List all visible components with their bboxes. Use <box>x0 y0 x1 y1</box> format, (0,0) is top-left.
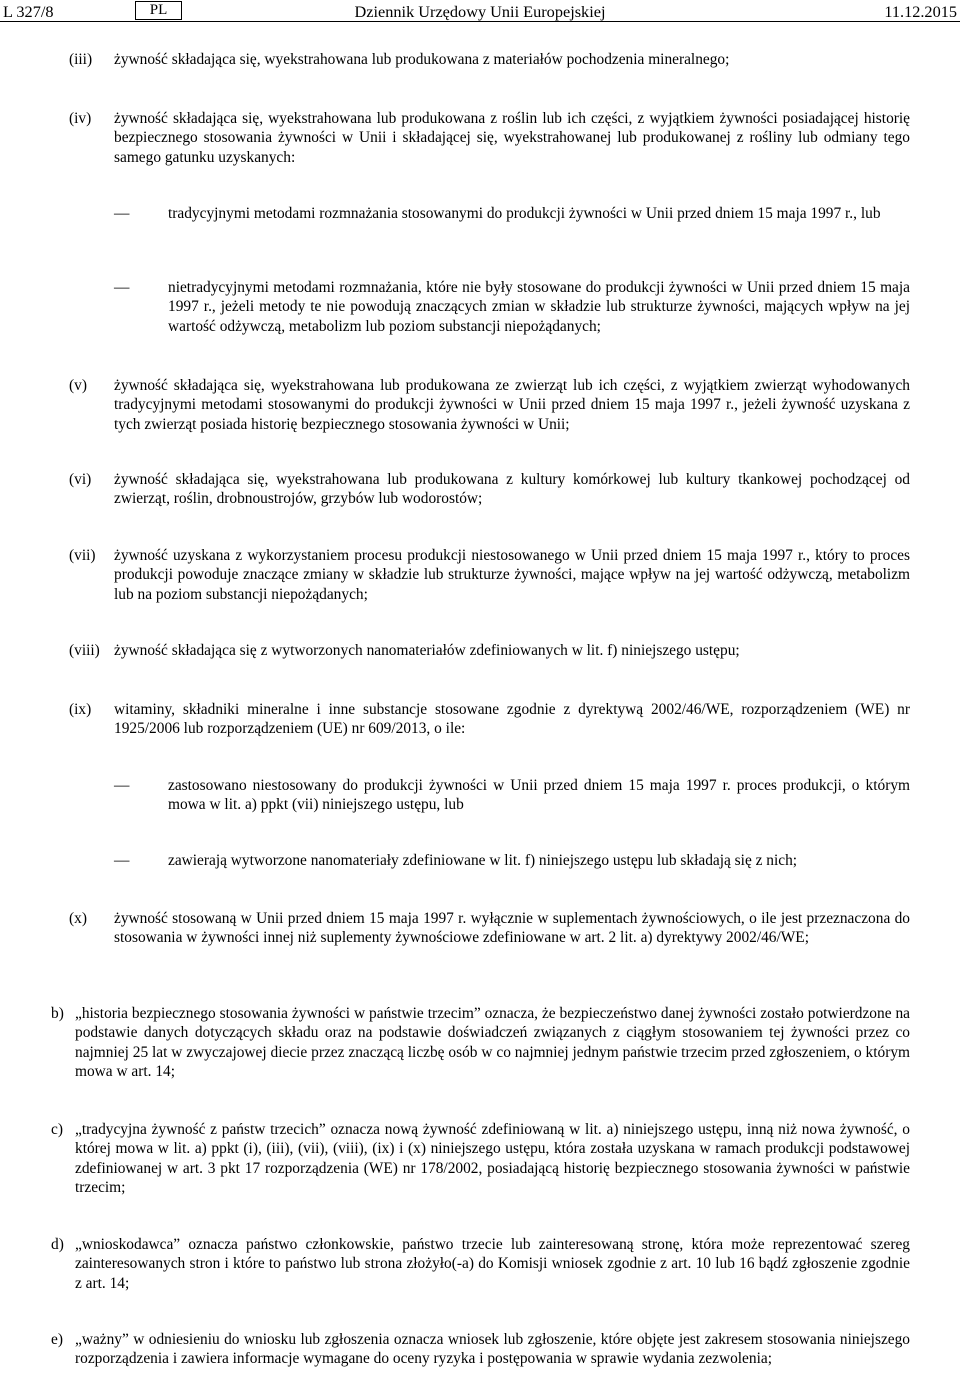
point-text: żywność składająca się z wytworzonych nanomateriałów zdefiniowanych w lit. f) niniejszego ustępu; <box>114 642 740 659</box>
point-text: żywność składająca się, wyekstrahowana lub produkowana z kultury komórkowej lub kultury tkankowej pochodzącej od zwierząt, roślin, drobnoustrojów, grzybów lub wodorostów; <box>114 471 910 508</box>
definition-letter: e) <box>51 1331 63 1348</box>
point-text: żywność składająca się, wyekstrahowana lub produkowana ze zwierząt lub ich części, z wyjątkiem zwierząt wyhodowanych tradycyjnymi metodami stosowanymi do produkcji żywności w Unii przed dniem 15 maja 1997 r., jeżeli żywność uzyskana z tych zwierząt posiada historię bezpiecznego stosowania żywności w Unii; <box>114 377 910 433</box>
point-text: żywność składająca się, wyekstrahowana lub produkowana z roślin lub ich części, z wyjątkiem żywności posiadającej historię bezpiecznego stosowania żywności w Unii i składającej się, wyekstrahowanej lub produkowanej z rośliny lub odmiany tego samego gatunku uzyskanych: <box>114 110 910 166</box>
point-label: (x) <box>69 910 87 927</box>
dash-text: zastosowano niestosowany do produkcji żywności w Unii przed dniem 15 maja 1997 r. proces produkcji, o którym mowa w lit. a) ppkt (vii) niniejszego ustępu, lub <box>168 777 910 814</box>
dash-marker: — <box>114 852 130 869</box>
point-label: (iii) <box>69 51 93 68</box>
point-label: (ix) <box>69 701 92 718</box>
point-label: (viii) <box>69 642 100 659</box>
point-label: (vii) <box>69 547 96 564</box>
dash-text: nietradycyjnymi metodami rozmnażania, które nie były stosowane do produkcji żywności w Unii przed dniem 15 maja 1997 r., jeżeli metody te nie powodują znaczących zmian w składzie lub strukturze żywności, mających wpływ na jej wartość odżywczą, metabolizm lub poziom substancji niepożądanych; <box>168 279 910 335</box>
point-label: (vi) <box>69 471 92 488</box>
definition-letter: c) <box>51 1121 63 1138</box>
definition-letter: b) <box>51 1005 64 1022</box>
point-text: żywność uzyskana z wykorzystaniem procesu produkcji niestosowanego w Unii przed dniem 15 maja 1997 r., który to proces produkcji powoduje znaczące zmiany w składzie lub strukturze żywności, mające wpływ na jej wartość odżywczą, metabolizm lub na poziom substancji niepożądanych; <box>114 547 910 603</box>
point-text: żywność składająca się, wyekstrahowana lub produkowana z materiałów pochodzenia mineralnego; <box>114 51 730 68</box>
definition-text: „wnioskodawca” oznacza państwo członkowskie, państwo trzecie lub zainteresowaną stronę, która może reprezentować szereg zainteresowanych stron i które to państwo lub strona złożyło(-a) do Komisji wniosek zgodnie z art. 10 lub 16 bądź zgłoszenie zgodnie z art. 14; <box>75 1236 910 1292</box>
page-reference: L 327/8 <box>3 2 54 21</box>
definition-text: „tradycyjna żywność z państw trzecich” oznacza nową żywność zdefiniowaną w lit. a) niniejszego ustępu, inną niż nowa żywność, o której mowa w lit. a) ppkt (i), (iii), (vii), (viii), (ix) i (x) niniejszego ustępu, która została uzyskana w ramach produkcji podstawowej zdefiniowanej w art. 3 pkt 17 rozporządzenia (WE) nr 178/2002, posiadającą historię bezpiecznego stosowania żywności w państwie trzecim; <box>75 1121 910 1197</box>
dash-marker: — <box>114 205 130 222</box>
point-label: (v) <box>69 377 87 394</box>
dash-marker: — <box>114 279 130 296</box>
point-text: żywność stosowaną w Unii przed dniem 15 maja 1997 r. wyłącznie w suplementach żywnościowych, o ile jest przeznaczona do stosowania w żywności innej niż suplementy żywnościowe zdefiniowane w art. 2 lit. a) dyrektywy 2002/46/WE; <box>114 910 910 947</box>
definition-text: „historia bezpiecznego stosowania żywności w państwie trzecim” oznacza, że bezpieczeństwo danej żywności zostało potwierdzone na podstawie danych dotyczących składu oraz na podstawie doświadczeń związanych z ciągłym stosowaniem tej żywności przez co najmniej 25 lat w zwyczajowej diecie przez znaczącą liczbę osób w co najmniej jednym państwie trzecim przed zgłoszeniem, o którym mowa w art. 14; <box>75 1005 910 1081</box>
journal-header <box>0 0 960 22</box>
point-label: (iv) <box>69 110 92 127</box>
dash-text: tradycyjnymi metodami rozmnażania stosowanymi do produkcji żywności w Unii przed dniem 15 maja 1997 r., lub <box>168 205 881 222</box>
header-divider <box>0 21 960 22</box>
dash-text: zawierają wytworzone nanomateriały zdefiniowane w lit. f) niniejszego ustępu lub składają się z nich; <box>168 852 798 869</box>
definition-letter: d) <box>51 1236 64 1253</box>
journal-title: Dziennik Urzędowy Unii Europejskiej <box>354 2 606 21</box>
language-badge: PL <box>135 1 182 20</box>
definition-text: „ważny” w odniesieniu do wniosku lub zgłoszenia oznacza wniosek lub zgłoszenie, które objęte jest zakresem stosowania niniejszego rozporządzenia i zawiera informacje wymagane do oceny ryzyka i postępowania w sprawie wydania zezwolenia; <box>75 1331 910 1368</box>
point-text: witaminy, składniki mineralne i inne substancje stosowane zgodnie z dyrektywą 2002/46/WE, rozporządzeniem (WE) nr 1925/2006 lub rozporządzeniem (UE) nr 609/2013, o ile: <box>114 701 910 738</box>
dash-marker: — <box>114 777 130 794</box>
publication-date: 11.12.2015 <box>884 2 957 21</box>
